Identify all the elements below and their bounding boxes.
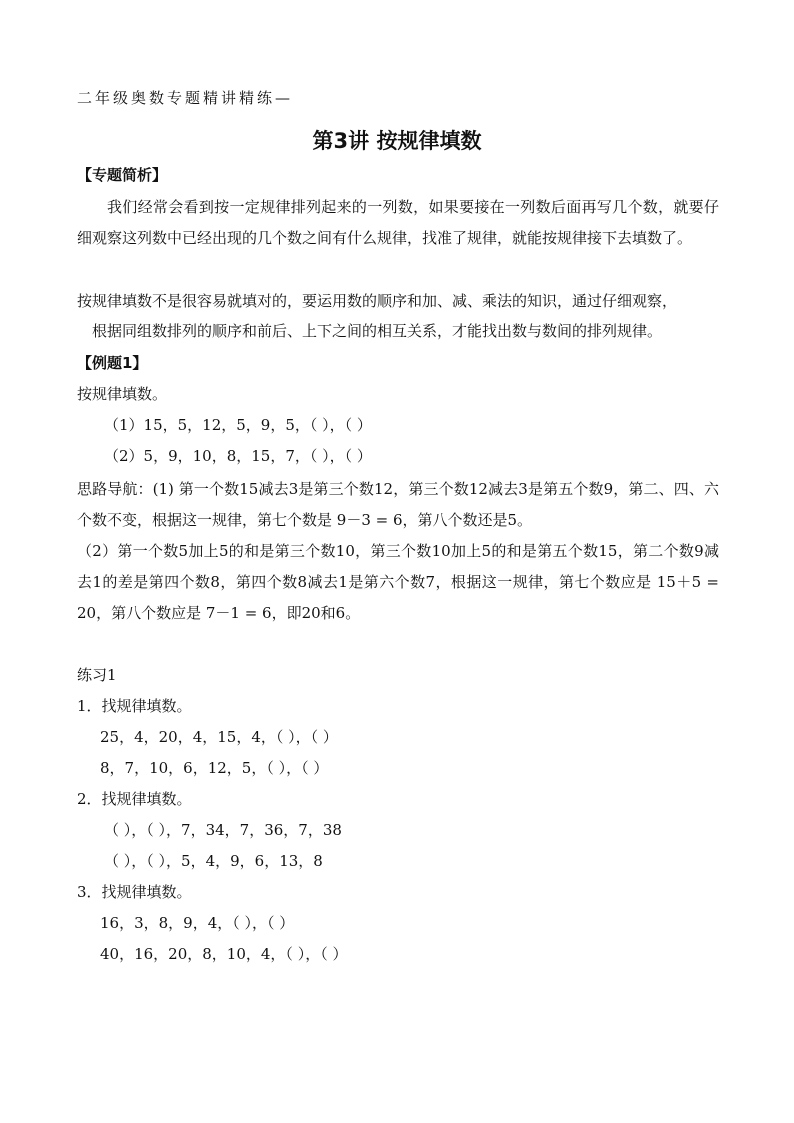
intro-paragraph-2-line-2: 根据同组数排列的顺序和前后、上下之间的相互关系，才能找出数与数间的排列规律。 — [92, 322, 663, 340]
intro-paragraph-2-line-1: 按规律填数不是很容易就填对的，要运用数的顺序和加、减、乘法的知识，通过仔细观察， — [77, 292, 678, 310]
example1-solution-2: （2）第一个数5加上5的和是第三个数10，第三个数10加上5的和是第五个数15，第二个数9减去1的差是第四个数8，第四个数8减去1是第六个数7，根据这一规律，第七个数应是 15＋5 = 20，第八个数应是 7－1 = 6，即20和6。 — [77, 542, 719, 622]
example1-solution-1: 思路导航：(1) 第一个数15减去3是第三个数12，第三个数12减去3是第五个数9，第二、四、六个数不变，根据这一规律，第七个数是 9－3 = 6，第八个数还是5。 — [77, 480, 719, 529]
example1-item-2: （2）5，9，10，8，15，7，（ ），（ ） — [104, 447, 372, 465]
practice1-q1-item-1: 25，4，20，4，15，4，（ ），（ ） — [100, 728, 338, 746]
intro-paragraph-1: 我们经常会看到按一定规律排列起来的一列数，如果要接在一列数后面再写几个数，就要仔细观察这列数中已经出现的几个数之间有什么规律，找准了规律，就能按规律接下去填数了。 — [77, 198, 719, 247]
practice1-q1-item-2: 8，7，10，6，12，5，（ ），（ ） — [100, 759, 329, 777]
practice1-q3-item-1: 16，3，8，9，4，（ ），（ ） — [100, 914, 295, 932]
practice1-q2-item-1: （ ），（ ），7，34，7，36，7，38 — [104, 821, 342, 839]
practice1-q2-item-2: （ ），（ ），5，4，9，6，13，8 — [104, 852, 323, 870]
practice1-q1-prompt: 1．找规律填数。 — [77, 697, 192, 715]
practice1-q2-prompt: 2．找规律填数。 — [77, 790, 192, 808]
practice1-heading: 练习1 — [77, 666, 117, 684]
example1-heading: 【例题1】 — [77, 354, 148, 372]
practice1-q3-prompt: 3．找规律填数。 — [77, 883, 192, 901]
example1-prompt: 按规律填数。 — [77, 385, 168, 403]
series-title: 二年级奥数专题精讲精练— — [77, 89, 294, 107]
practice1-q3-item-2: 40，16，20，8，10，4，（ ），（ ） — [100, 945, 348, 963]
intro-heading: 【专题简析】 — [77, 166, 168, 184]
example1-item-1: （1）15，5，12，5，9，5，（ ），（ ） — [104, 416, 372, 434]
lecture-title: 第3讲 按规律填数 — [312, 129, 482, 153]
